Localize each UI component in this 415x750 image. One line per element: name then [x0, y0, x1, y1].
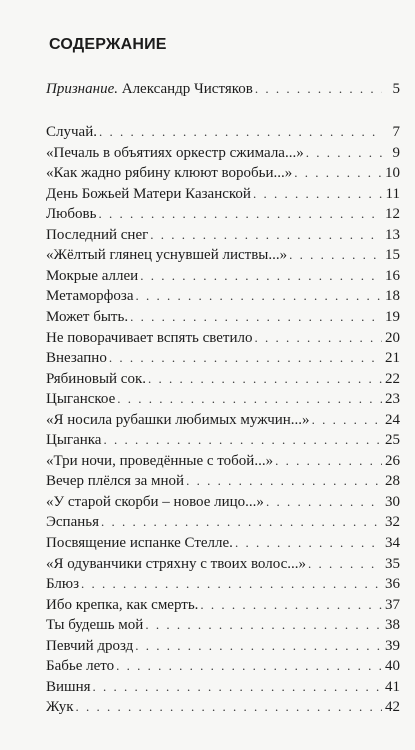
- toc-entry: [46, 657, 400, 675]
- toc-entry-title: Мокрые аллеи: [46, 268, 139, 284]
- toc-intro-title: [46, 80, 253, 98]
- toc-entry: [46, 246, 400, 264]
- toc-page-number: 23: [385, 391, 400, 407]
- toc-page-number: 25: [385, 432, 400, 448]
- toc-dot-leader: [98, 205, 382, 223]
- toc-page-number: 5: [392, 81, 400, 97]
- toc-entry-title: Блюз: [46, 576, 80, 592]
- toc-entry-title: День Божьей Матери Казанской: [46, 186, 251, 202]
- toc-dot-leader: [200, 596, 382, 614]
- toc-entry-title: «У старой скорби – новое лицо...»: [46, 494, 264, 510]
- toc-dot-leader: [294, 164, 382, 182]
- toc-dot-leader: [255, 80, 382, 98]
- toc-dot-leader: [116, 657, 382, 675]
- toc-entry: [46, 226, 400, 244]
- toc-page-number: 26: [385, 453, 400, 469]
- toc-entry: [46, 287, 400, 305]
- toc-page-number: 41: [385, 679, 400, 695]
- toc-page-number: 28: [385, 473, 400, 489]
- toc-entry-title: «Три ночи, проведённые с тобой...»: [46, 453, 274, 469]
- toc-dot-leader: [148, 370, 382, 388]
- toc-entry: [46, 513, 400, 531]
- toc-page-number: 42: [385, 699, 400, 715]
- toc-entry: [46, 390, 400, 408]
- toc-entry: [46, 349, 400, 367]
- toc-entry: [46, 596, 400, 614]
- toc-dot-leader: [308, 555, 382, 573]
- toc-entry-title: Не поворачивает вспять светило: [46, 330, 253, 346]
- toc-entry-title: «Как жадно рябину клюют воробьи...»: [46, 165, 293, 181]
- toc-entry: [46, 144, 400, 162]
- toc-page-number: 20: [385, 330, 400, 346]
- toc-page-number: 37: [385, 597, 400, 613]
- toc-dot-leader: [76, 698, 383, 716]
- toc-entry: [46, 637, 400, 655]
- toc-page-number: 15: [385, 247, 400, 263]
- toc-dot-leader: [186, 472, 382, 490]
- toc-page-number: 12: [385, 206, 400, 222]
- toc-page-number: 39: [385, 638, 400, 654]
- toc-dot-leader: [253, 185, 382, 203]
- toc-entry-title: Эспанья: [46, 514, 100, 530]
- toc-page-number: 40: [385, 658, 400, 674]
- toc-dot-leader: [130, 308, 382, 326]
- toc-page-number: 35: [385, 556, 400, 572]
- toc-dot-leader: [81, 575, 382, 593]
- toc-entry-title: Цыганка: [46, 432, 102, 448]
- toc-entry-title: Посвящение испанке Стелле.: [46, 535, 233, 551]
- toc-entry-title: Рябиновый сок.: [46, 371, 146, 387]
- toc-page-number: 10: [385, 165, 400, 181]
- toc-entry: [46, 616, 400, 634]
- toc-page-number: 22: [385, 371, 400, 387]
- toc-entry: [46, 431, 400, 449]
- toc-intro-label: Признание.: [46, 81, 118, 97]
- toc-page-number: 24: [385, 412, 400, 428]
- toc-entry-title: Цыганское: [46, 391, 116, 407]
- toc-entry: [46, 534, 400, 552]
- toc-page-number: 19: [385, 309, 400, 325]
- toc-entry: [46, 370, 400, 388]
- toc-page-number: 16: [385, 268, 400, 284]
- toc-entry-title: «Я одуванчики стряхну с твоих волос...»: [46, 556, 307, 572]
- toc-dot-leader: [117, 390, 382, 408]
- toc-page-number: 30: [385, 494, 400, 510]
- toc-entry: [46, 698, 400, 716]
- toc-entry-title: Внезапно: [46, 350, 107, 366]
- toc-entry-title: Последний снег: [46, 227, 149, 243]
- toc-entry-title: Вечер плёлся за мной: [46, 473, 185, 489]
- toc-entry: [46, 678, 400, 696]
- toc-entry-title: Ибо крепка, как смерть.: [46, 597, 199, 613]
- toc-page-number: 9: [392, 145, 400, 161]
- toc-entry-title: Метаморфоза: [46, 288, 134, 304]
- toc-entry: [46, 205, 400, 223]
- toc-page-number: 11: [385, 186, 400, 202]
- toc-heading: СОДЕРЖАНИЕ: [49, 36, 167, 53]
- toc-dot-leader: [235, 534, 382, 552]
- toc-entry: [46, 164, 400, 182]
- toc-intro-row: [46, 80, 400, 98]
- toc-page-number: 21: [385, 350, 400, 366]
- toc-dot-leader: [306, 144, 382, 162]
- toc-dot-leader: [145, 616, 382, 634]
- toc-dot-leader: [275, 452, 382, 470]
- toc-dot-leader: [109, 349, 382, 367]
- toc-entry: [46, 555, 400, 573]
- toc-page-number: 32: [385, 514, 400, 530]
- toc-page-number: 18: [385, 288, 400, 304]
- toc-dot-leader: [312, 411, 382, 429]
- toc-entry-title: Бабье лето: [46, 658, 115, 674]
- toc-page-number: 34: [385, 535, 400, 551]
- toc-entry: [46, 472, 400, 490]
- toc-entry: [46, 123, 400, 141]
- toc-page-number: 38: [385, 617, 400, 633]
- toc-dot-leader: [103, 431, 382, 449]
- toc-dot-leader: [150, 226, 382, 244]
- toc-entry: [46, 329, 400, 347]
- toc-entry: [46, 411, 400, 429]
- toc-entry-title: Любовь: [46, 206, 97, 222]
- toc-entry-title: Случай.: [46, 124, 97, 140]
- toc-page-number: 13: [385, 227, 400, 243]
- toc-entry: [46, 308, 400, 326]
- toc-entry: [46, 575, 400, 593]
- toc-intro-author: Александр Чистяков: [117, 81, 253, 97]
- toc-page-number: 7: [392, 124, 400, 140]
- toc-entry-title: Ты будешь мой: [46, 617, 144, 633]
- toc-entry-title: Вишня: [46, 679, 91, 695]
- toc-dot-leader: [289, 246, 382, 264]
- toc-page-number: 36: [385, 576, 400, 592]
- toc-entry: [46, 267, 400, 285]
- toc-dot-leader: [99, 123, 382, 141]
- toc-dot-leader: [266, 493, 382, 511]
- toc-dot-leader: [93, 678, 382, 696]
- toc-entry-title: Может быть.: [46, 309, 129, 325]
- toc-dot-leader: [254, 329, 382, 347]
- toc-dot-leader: [136, 287, 383, 305]
- toc-entry: [46, 452, 400, 470]
- toc-entry: [46, 185, 400, 203]
- toc-entry-title: «Печаль в объятиях оркестр сжимала...»: [46, 145, 304, 161]
- toc-entry-title: «Жёлтый глянец уснувшей листвы...»: [46, 247, 288, 263]
- toc-dot-leader: [135, 637, 382, 655]
- toc-entry: [46, 493, 400, 511]
- toc-entry-title: Певчий дрозд: [46, 638, 134, 654]
- toc-dot-leader: [101, 513, 382, 531]
- toc-dot-leader: [140, 267, 382, 285]
- toc-entry-title: Жук: [46, 699, 74, 715]
- toc-entry-title: «Я носила рубашки любимых мужчин...»: [46, 412, 310, 428]
